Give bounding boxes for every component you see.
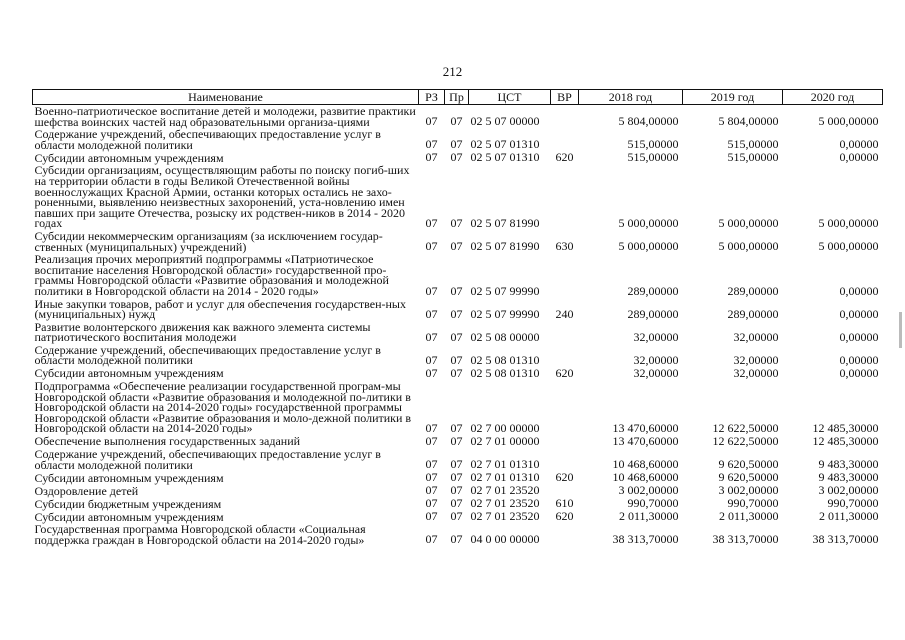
- cell-2020: 12 485,30000: [812, 434, 879, 449]
- cell-name: Субсидии бюджетным учреждениям: [34, 496, 222, 511]
- cell-name: Государственная программа Новгородской области «Социальная поддержка граждан в Новгородской области на 2014-2020 годы»: [34, 522, 366, 547]
- cell-2018: 32,00000: [633, 366, 679, 381]
- cell-2019: 990,70000: [727, 496, 779, 511]
- cell-rz: 07: [425, 470, 438, 485]
- header-rz: РЗ: [419, 90, 445, 105]
- cell-2020: 2 011,30000: [818, 509, 879, 524]
- cell-name: Содержание учреждений, обеспечивающих предоставление услуг в области молодежной политики: [34, 127, 381, 152]
- cell-rz: 07: [425, 366, 438, 381]
- cell-pr: 07: [450, 150, 463, 165]
- cell-2020: 5 000,00000: [818, 239, 879, 254]
- cell-2018: 5 804,00000: [618, 114, 679, 129]
- page-number: 212: [442, 64, 463, 79]
- cell-vr: 240: [555, 306, 574, 321]
- cell-name: Развитие волонтерского движения как важного элемента системы патриотического воспитания молодежи: [34, 319, 371, 345]
- cell-cst: 02 7 01 01310: [470, 457, 540, 472]
- cell-2020: 9 483,30000: [818, 457, 879, 472]
- cell-cst: 02 7 00 00000: [470, 421, 540, 436]
- cell-2019: 3 002,00000: [718, 483, 779, 498]
- cell-cst: 02 5 08 00000: [470, 329, 540, 344]
- cell-name: Субсидии автономным учреждениям: [34, 470, 224, 485]
- header-name: Наименование: [33, 90, 419, 105]
- cell-2018: 2 011,30000: [618, 509, 679, 524]
- cell-2018: 515,00000: [627, 150, 679, 165]
- cell-name: Подпрограмма «Обеспечение реализации государственной програм-мы Новгородской области «Развитие образования и молодежной по-литики в Новгородской области на 2014-2020 годы» государственной программы Новгородской области «Развитие образования и моло-дежной политики в Новгородской области на 2014-2020 годы»: [34, 379, 412, 436]
- cell-rz: 07: [425, 483, 438, 498]
- table-row: [33, 230, 883, 253]
- cell-2018: 5 000,00000: [618, 215, 679, 230]
- header-2018: 2018 год: [579, 90, 683, 105]
- cell-2018: 5 000,00000: [618, 239, 679, 254]
- cell-cst: 02 5 08 01310: [470, 366, 540, 381]
- cell-rz: 07: [425, 353, 438, 368]
- cell-name: Содержание учреждений, обеспечивающих предоставление услуг в области молодежной политики: [34, 342, 381, 368]
- cell-vr: 630: [555, 239, 574, 254]
- cell-cst: 02 5 07 00000: [470, 114, 540, 129]
- cell-2018: 32,00000: [633, 329, 679, 344]
- cell-2020: 0,00000: [839, 353, 879, 368]
- cell-2019: 5 804,00000: [718, 114, 779, 129]
- cell-vr: 610: [555, 496, 574, 511]
- cell-2020: 0,00000: [839, 366, 879, 381]
- cell-vr: [551, 105, 579, 129]
- cell-name: Субсидии автономным учреждениям: [34, 509, 224, 524]
- cell-rz: 07: [425, 239, 438, 254]
- cell-pr: 07: [450, 434, 463, 449]
- cell-rz: 07: [425, 509, 438, 524]
- cell-vr: [551, 128, 579, 151]
- cell-cst: 02 7 01 23520: [470, 509, 540, 524]
- cell-rz: 07: [425, 329, 438, 344]
- cell-rz: 07: [425, 496, 438, 511]
- cell-2019: 12 622,50000: [712, 421, 779, 436]
- cell-2018: 10 468,60000: [612, 457, 679, 472]
- cell-rz: 07: [425, 137, 438, 152]
- header-cst: ЦСТ: [469, 90, 551, 105]
- cell-2018: 289,00000: [627, 306, 679, 321]
- cell-pr: 07: [450, 283, 463, 298]
- cell-cst: 02 5 07 01310: [470, 150, 540, 165]
- cell-2020: 0,00000: [839, 283, 879, 298]
- cell-rz: 07: [425, 421, 438, 436]
- cell-pr: 07: [450, 215, 463, 230]
- cell-2020: 12 485,30000: [812, 421, 879, 436]
- cell-2019: 38 313,70000: [712, 532, 779, 547]
- cell-pr: 07: [450, 509, 463, 524]
- scan-edge-mark: [899, 312, 902, 348]
- cell-pr: 07: [450, 483, 463, 498]
- cell-2019: 5 000,00000: [718, 215, 779, 230]
- cell-cst: 02 7 01 23520: [470, 483, 540, 498]
- cell-vr: [551, 448, 579, 471]
- cell-name: Военно-патриотическое воспитание детей и молодежи, развитие практики шефства воинских частей над образовательными организа-циями: [34, 104, 416, 129]
- cell-vr: 620: [555, 366, 574, 381]
- cell-2019: 9 620,50000: [718, 470, 779, 485]
- cell-vr: [551, 344, 579, 367]
- cell-2019: 2 011,30000: [718, 509, 779, 524]
- cell-2019: 5 000,00000: [718, 239, 779, 254]
- cell-vr: [551, 321, 579, 344]
- cell-vr: 620: [555, 150, 574, 165]
- cell-vr: [551, 164, 579, 230]
- cell-rz: 07: [425, 150, 438, 165]
- cell-vr: [551, 380, 579, 435]
- cell-rz: 07: [425, 283, 438, 298]
- cell-cst: 02 7 01 00000: [470, 434, 540, 449]
- table-row: [33, 523, 883, 546]
- cell-cst: 02 5 07 99990: [470, 306, 540, 321]
- cell-2019: 9 620,50000: [718, 457, 779, 472]
- cell-2019: 515,00000: [727, 137, 779, 152]
- cell-pr: 07: [450, 496, 463, 511]
- cell-name: Иные закупки товаров, работ и услуг для обеспечения государствен-ных (муниципальных) нужд: [34, 296, 406, 322]
- cell-vr: [551, 253, 579, 297]
- cell-cst: 02 7 01 01310: [470, 470, 540, 485]
- cell-cst: 02 7 01 23520: [470, 496, 540, 511]
- table-body: [33, 105, 883, 547]
- cell-2019: 32,00000: [733, 353, 779, 368]
- cell-name: Субсидии автономным учреждениям: [34, 150, 224, 165]
- cell-cst: 02 5 07 99990: [470, 283, 540, 298]
- cell-2020: 3 002,00000: [818, 483, 879, 498]
- cell-name: Субсидии некоммерческим организациям (за исключением государ-ственных (муниципальных) учреждений): [34, 228, 383, 254]
- cell-2020: 0,00000: [839, 329, 879, 344]
- cell-2019: 32,00000: [733, 366, 779, 381]
- table-row: [33, 380, 883, 435]
- cell-vr: [551, 435, 579, 448]
- cell-pr: 07: [450, 457, 463, 472]
- cell-2019: 12 622,50000: [712, 434, 779, 449]
- header-2020: 2020 год: [783, 90, 883, 105]
- budget-table: [32, 89, 883, 546]
- cell-vr: 620: [555, 509, 574, 524]
- cell-2018: 13 470,60000: [612, 421, 679, 436]
- cell-2018: 990,70000: [627, 496, 679, 511]
- table-row: [33, 128, 883, 151]
- cell-pr: 07: [450, 532, 463, 547]
- cell-name: Субсидии организациям, осуществляющим работы по поиску погиб-ших на территории области в годы Великой Отечественной войны военнослужащих Красной Армии, останки которых остались не захо-роненными, выявлению неизвестных захоронений, уста-новлению имен павших при защите Отечества, розыску их родствен-ников в 2014 - 2020 годах: [34, 163, 410, 231]
- cell-2020: 5 000,00000: [818, 114, 879, 129]
- cell-name: Оздоровление детей: [34, 483, 139, 498]
- cell-2018: 289,00000: [627, 283, 679, 298]
- cell-pr: 07: [450, 306, 463, 321]
- cell-name: Содержание учреждений, обеспечивающих предоставление услуг в области молодежной политики: [34, 447, 381, 472]
- cell-2020: 38 313,70000: [812, 532, 879, 547]
- cell-cst: 02 5 07 01310: [470, 137, 540, 152]
- header-2019: 2019 год: [683, 90, 783, 105]
- cell-vr: 620: [555, 470, 574, 485]
- cell-2019: 289,00000: [727, 283, 779, 298]
- cell-pr: 07: [450, 353, 463, 368]
- cell-rz: 07: [425, 457, 438, 472]
- table-row: [33, 448, 883, 471]
- table-row: [33, 321, 883, 344]
- table-row: [33, 253, 883, 297]
- cell-2019: 32,00000: [733, 329, 779, 344]
- cell-2018: 10 468,60000: [612, 470, 679, 485]
- cell-rz: 07: [425, 215, 438, 230]
- cell-2020: 990,70000: [827, 496, 879, 511]
- cell-name: Реализация прочих мероприятий подпрограммы «Патриотическое воспитание населения Новгородской области» государственной про-граммы Новгородской области «Развитие образования и молодежной политики в Новгородской области на 2014 - 2020 годы»: [34, 252, 389, 298]
- table-row: [33, 298, 883, 321]
- cell-2018: 13 470,60000: [612, 434, 679, 449]
- cell-vr: [551, 523, 579, 546]
- cell-pr: 07: [450, 366, 463, 381]
- table-row: [33, 344, 883, 367]
- cell-rz: 07: [425, 532, 438, 547]
- cell-rz: 07: [425, 306, 438, 321]
- cell-rz: 07: [425, 114, 438, 129]
- cell-2019: 289,00000: [727, 306, 779, 321]
- cell-2020: 0,00000: [839, 306, 879, 321]
- header-pr: Пр: [445, 90, 469, 105]
- cell-2018: 32,00000: [633, 353, 679, 368]
- cell-cst: 02 5 07 81990: [470, 215, 540, 230]
- cell-2018: 515,00000: [627, 137, 679, 152]
- cell-pr: 07: [450, 421, 463, 436]
- cell-pr: 07: [450, 470, 463, 485]
- cell-2018: 38 313,70000: [612, 532, 679, 547]
- table-row: [33, 164, 883, 230]
- cell-name: Обеспечение выполнения государственных заданий: [34, 434, 301, 449]
- cell-2020: 9 483,30000: [818, 470, 879, 485]
- cell-pr: 07: [450, 114, 463, 129]
- cell-2020: 0,00000: [839, 137, 879, 152]
- cell-pr: 07: [450, 239, 463, 254]
- cell-2020: 5 000,00000: [818, 215, 879, 230]
- cell-cst: 02 5 08 01310: [470, 353, 540, 368]
- cell-2019: 515,00000: [727, 150, 779, 165]
- header-vr: ВР: [551, 90, 579, 105]
- cell-cst: 02 5 07 81990: [470, 239, 540, 254]
- cell-pr: 07: [450, 329, 463, 344]
- table-row: [33, 105, 883, 129]
- cell-2018: 3 002,00000: [618, 483, 679, 498]
- cell-pr: 07: [450, 137, 463, 152]
- cell-name: Субсидии автономным учреждениям: [34, 366, 224, 381]
- cell-rz: 07: [425, 434, 438, 449]
- cell-2020: 0,00000: [839, 150, 879, 165]
- cell-cst: 04 0 00 00000: [470, 532, 540, 547]
- header-row: [33, 90, 883, 105]
